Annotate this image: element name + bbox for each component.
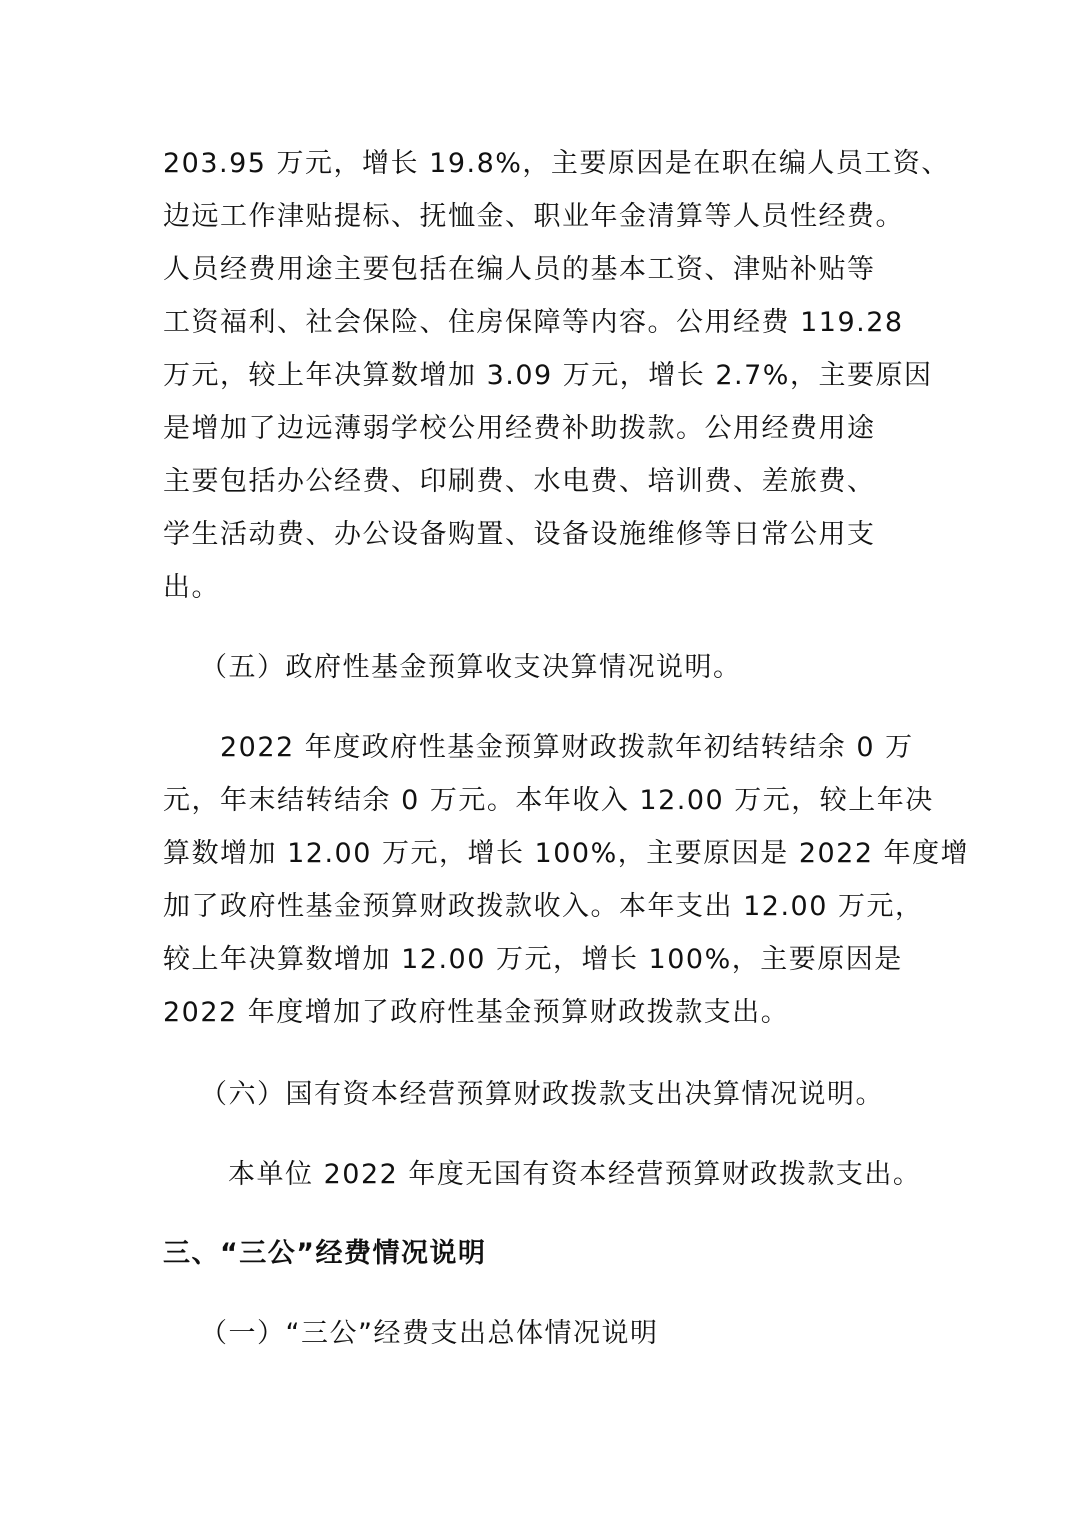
paragraph-line: 边远工作津贴提标、抚恤金、职业年金清算等人员性经费。 (163, 201, 904, 232)
paragraph-line: 万元，较上年决算数增加 3.09 万元，增长 2.7%，主要原因 (163, 360, 933, 391)
paragraph-line: 较上年决算数增加 12.00 万元，增长 100%，主要原因是 (163, 944, 903, 975)
section-heading: （六）国有资本经营预算财政拨款支出决算情况说明。 (200, 1079, 884, 1110)
paragraph-line: 本单位 2022 年度无国有资本经营预算财政拨款支出。 (228, 1159, 922, 1190)
paragraph-line: 是增加了边远薄弱学校公用经费补助拨款。公用经费用途 (163, 413, 876, 444)
paragraph-line: 算数增加 12.00 万元，增长 100%，主要原因是 2022 年度增 (163, 838, 970, 869)
paragraph-line: 2022 年度政府性基金预算财政拨款年初结转结余 0 万 (220, 732, 914, 763)
paragraph-line: 元，年末结转结余 0 万元。本年收入 12.00 万元，较上年决 (163, 785, 934, 816)
paragraph-line: 加了政府性基金预算财政拨款收入。本年支出 12.00 万元， (163, 891, 924, 922)
section-heading: （五）政府性基金预算收支决算情况说明。 (200, 652, 742, 683)
section-heading: （一）“三公”经费支出总体情况说明 (200, 1318, 659, 1349)
paragraph-line: 人员经费用途主要包括在编人员的基本工资、津贴补贴等 (163, 254, 876, 285)
paragraph-line: 203.95 万元，增长 19.8%，主要原因是在职在编人员工资、 (163, 148, 950, 179)
paragraph-line: 主要包括办公经费、印刷费、水电费、培训费、差旅费、 (163, 466, 876, 497)
paragraph-line: 2022 年度增加了政府性基金预算财政拨款支出。 (163, 997, 790, 1028)
paragraph-line: 学生活动费、办公设备购置、设备设施维修等日常公用支 (163, 519, 876, 550)
paragraph-line: 工资福利、社会保险、住房保障等内容。公用经费 119.28 (163, 307, 904, 338)
paragraph-line: 出。 (163, 572, 220, 603)
chapter-heading: 三、“三公”经费情况说明 (163, 1238, 487, 1269)
